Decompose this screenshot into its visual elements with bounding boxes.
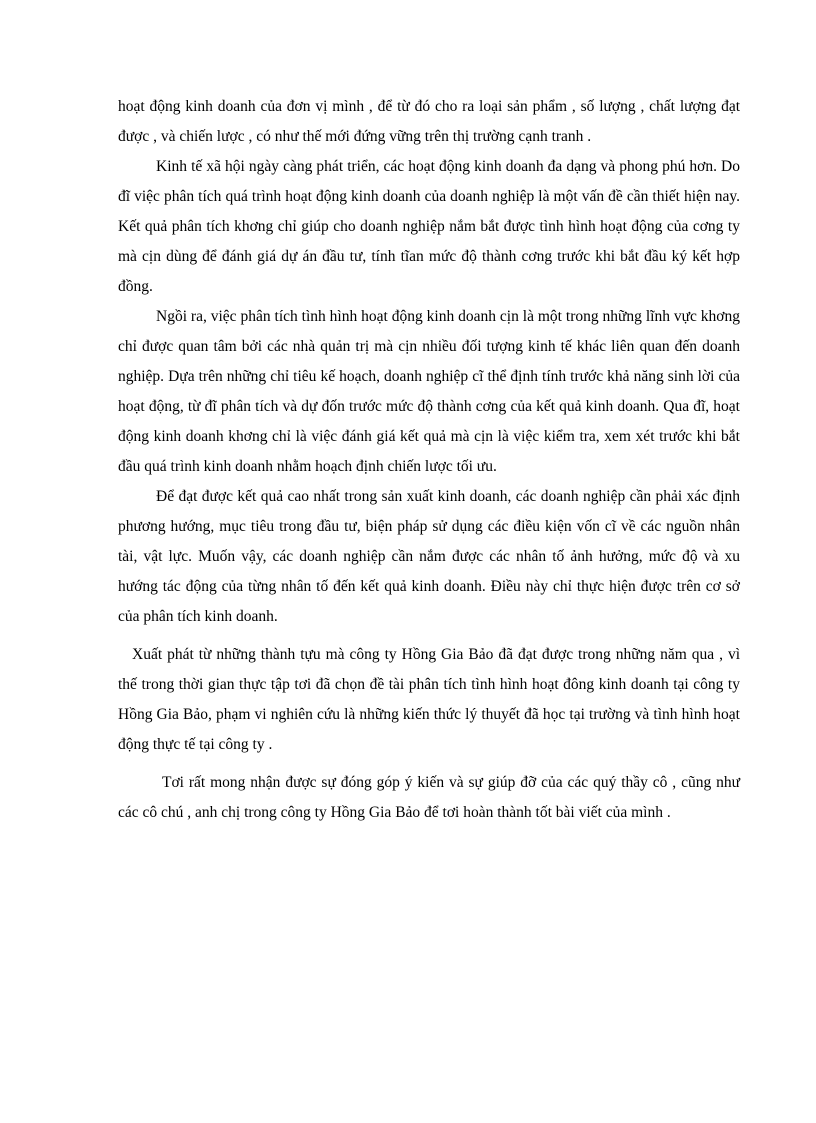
- paragraph-analysis-importance: Ngồi ra, việc phân tích tình hình hoạt động kinh doanh cịn là một trong những lĩnh vực khơng chỉ được quan tâm bởi các nhà quản trị mà cịn nhiều đối tượng kinh tế khác liên quan đến doanh nghiệp. Dựa trên những chỉ tiêu kế hoạch, doanh nghiệp cĩ thể định tính trước khả năng sinh lời của hoạt động, từ đĩ phân tích và dự đốn trước mức độ thành cơng của kết quả kinh doanh. Qua đĩ, hoạt động kinh doanh khơng chỉ là việc đánh giá kết quả mà cịn là việc kiểm tra, xem xét trước khi bắt đầu quá trình kinh doanh nhằm hoạch định chiến lược tối ưu.: [118, 308, 740, 475]
- paragraph-acknowledgement: Tơi rất mong nhận được sự đóng góp ý kiến và sự giúp đỡ của các quý thầy cô , cũng như các cô chú , anh chị trong công ty Hồng Gia Bảo để tơi hoàn thành tốt bài viết của mình .: [118, 774, 740, 821]
- paragraph-economic-development: Kinh tế xã hội ngày càng phát triển, các hoạt động kinh doanh đa dạng và phong phú hơn. Do đĩ việc phân tích quá trình hoạt động kinh doanh của doanh nghiệp là một vấn đề cần thiết hiện nay. Kết quả phân tích khơng chỉ giúp cho doanh nghiệp nắm bắt được tình hình hoạt động của cơng ty mà cịn dùng để đánh giá dự án đầu tư, tính tĩan mức độ thành cơng trước khi bắt đầu ký kết hợp đồng.: [118, 158, 740, 295]
- paragraph-continuation: hoạt động kinh doanh của đơn vị mình , để từ đó cho ra loại sản phẩm , số lượng , chất lượng đạt được , và chiến lược , có như thế mới đứng vững trên thị trường cạnh tranh .: [118, 98, 740, 145]
- paragraph-topic-selection: Xuất phát từ những thành tựu mà công ty Hồng Gia Bảo đã đạt được trong những năm qua , vì thế trong thời gian thực tập tơi đã chọn đề tài phân tích tình hình hoạt đông kinh doanh tại công ty Hồng Gia Bảo, phạm vi nghiên cứu là những kiến thức lý thuyết đã học tại trường và tình hình hoạt động thực tế tại công ty .: [118, 646, 740, 753]
- paragraph-achieving-results: Để đạt được kết quả cao nhất trong sản xuất kinh doanh, các doanh nghiệp cần phải xác định phương hướng, mục tiêu trong đầu tư, biện pháp sử dụng các điều kiện vốn cĩ về các nguồn nhân tài, vật lực. Muốn vậy, các doanh nghiệp cần nắm được các nhân tố ảnh hưởng, mức độ và xu hướng tác động của từng nhân tố đến kết quả kinh doanh. Điều này chỉ thực hiện được trên cơ sở của phân tích kinh doanh.: [118, 488, 740, 625]
- body-text: [118, 92, 740, 828]
